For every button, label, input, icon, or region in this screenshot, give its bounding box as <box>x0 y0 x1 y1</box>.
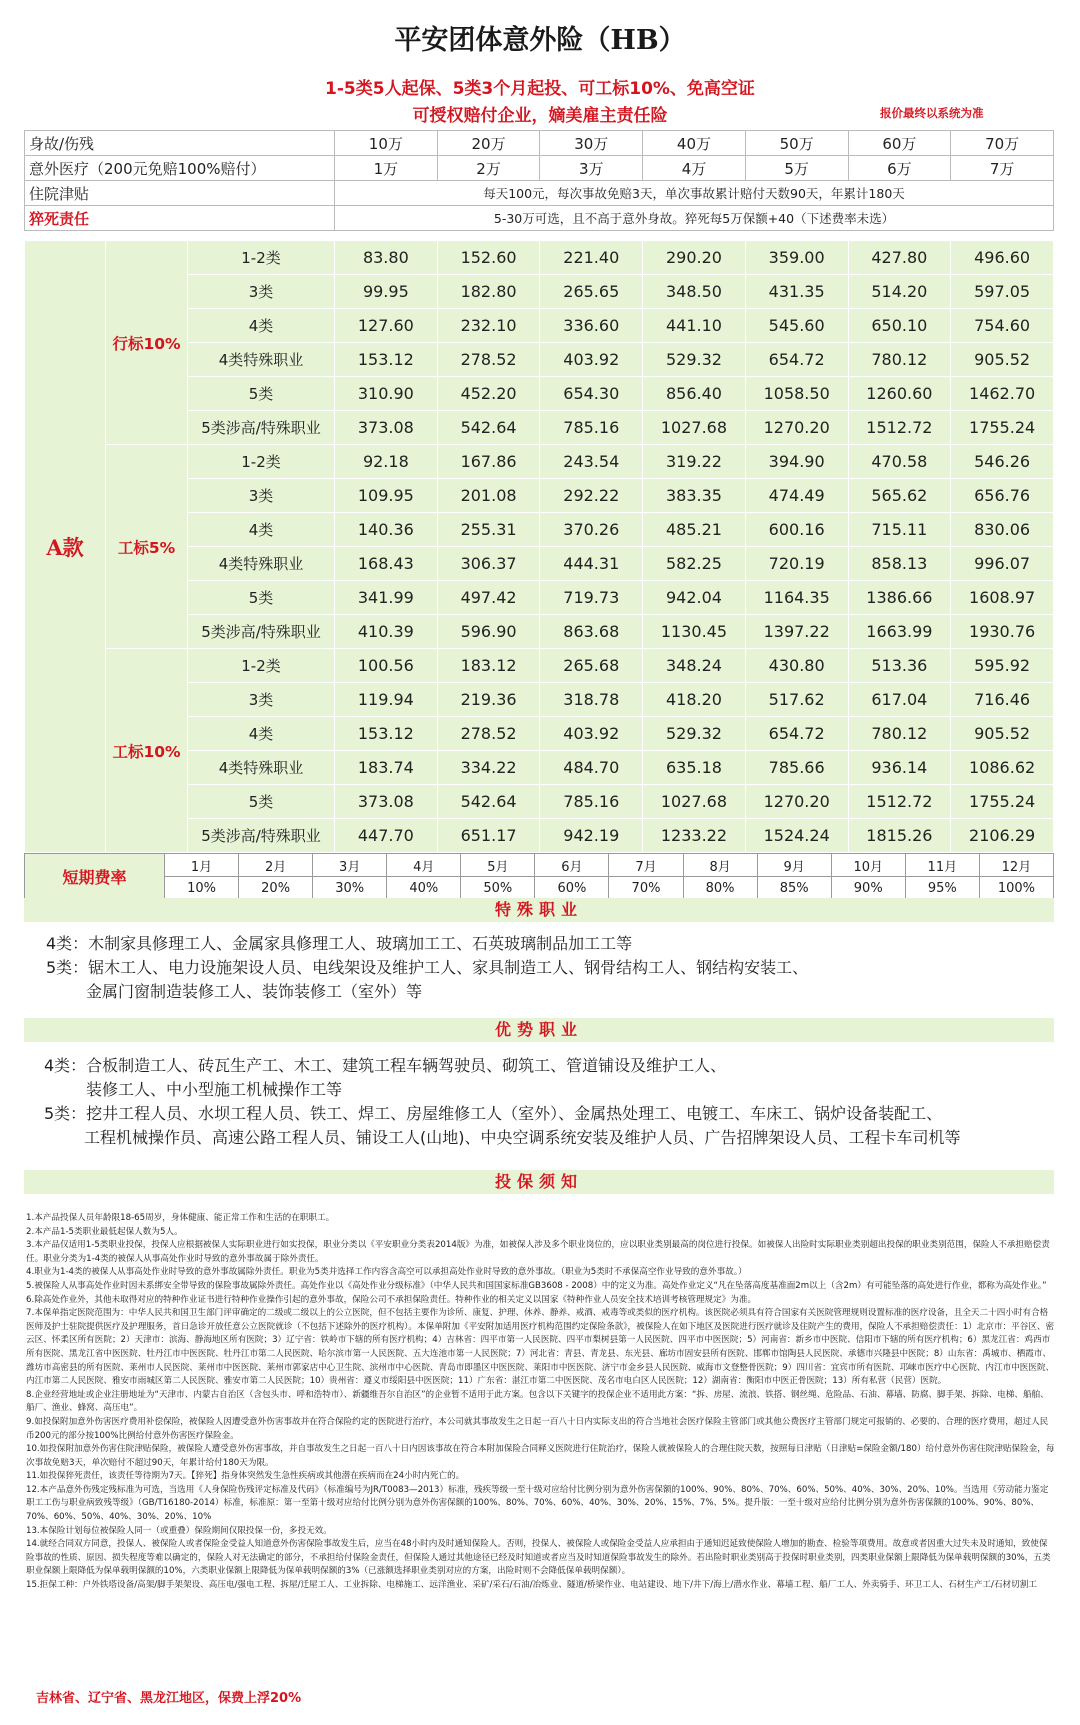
rate-cell: 183.74 <box>335 751 438 785</box>
rate-cell: 383.35 <box>643 479 746 513</box>
notice-item: 2.本产品1-5类职业最低起保人数为5人。 <box>26 1226 183 1237</box>
occupation-class: 3类 <box>188 683 335 717</box>
rate-cell: 942.04 <box>643 581 746 615</box>
death-value: 60万 <box>848 131 951 156</box>
rate-cell: 1260.60 <box>848 377 951 411</box>
short-term-month: 5月 <box>461 854 535 877</box>
occupation-class: 5类涉高/特殊职业 <box>188 615 335 649</box>
rate-cell: 221.40 <box>540 241 643 275</box>
advantage-occupation-line: 装修工人、中小型施工机械操作工等 <box>86 1080 343 1099</box>
rate-cell: 348.50 <box>643 275 746 309</box>
rate-cell: 373.08 <box>335 411 438 445</box>
notice-item: 8.企业经营地址或企业注册地址为“天津市、内蒙古自治区（含包头市、呼和浩特市）、新疆维吾尔自治区”的企业暂不适用于此方案。包含以下关键字的投保企业不适用此方案：“拆、房屋、流浪、铁搭、钢丝绳、危险品、石油、幕墙、防腐、脚手架、拆除、电梯、船舶、船厂、渔业、蜂窝、高压电”。 <box>26 1389 1049 1414</box>
medical-value: 7万 <box>951 156 1054 181</box>
occupation-class: 5类涉高/特殊职业 <box>188 411 335 445</box>
rate-cell: 496.60 <box>951 241 1054 275</box>
rate-cell: 474.49 <box>745 479 848 513</box>
medical-value: 6万 <box>848 156 951 181</box>
short-term-rates-row <box>25 877 1054 900</box>
rate-cell: 341.99 <box>335 581 438 615</box>
rate-cell: 167.86 <box>437 445 540 479</box>
notice-item: 3.本产品仅适用1-5类职业投保，投保人应根据被保人实际职业进行如实投保，职业分类以《平安职业分类表2014版》为准，如被保人涉及多个职业岗位的，应以职业类别最高的岗位进行投保。如被保人出险时实际职业类别超出投保的职业类别范围，保险人不承担赔偿责任。职业分类为1-4类的被保人从事高处作业时导致的意外事故属于除外责任。 <box>26 1240 1050 1264</box>
sudden-death-text: 5-30万可选，且不高于意外身故。猝死每5万保额+40（下述费率未选） <box>335 206 1054 231</box>
medical-value: 3万 <box>540 156 643 181</box>
rate-cell: 716.46 <box>951 683 1054 717</box>
short-term-month: 2月 <box>239 854 313 877</box>
occupation-class: 4类特殊职业 <box>188 547 335 581</box>
rate-cell: 996.07 <box>951 547 1054 581</box>
medical-value: 5万 <box>745 156 848 181</box>
sudden-death-label: 猝死责任 <box>25 206 335 231</box>
short-term-month: 3月 <box>313 854 387 877</box>
rate-cell: 856.40 <box>643 377 746 411</box>
rate-cell: 431.35 <box>745 275 848 309</box>
rate-cell: 529.32 <box>643 717 746 751</box>
rate-cell: 2106.29 <box>951 819 1054 853</box>
death-row <box>25 131 1054 156</box>
rate-cell: 403.92 <box>540 717 643 751</box>
notice-item: 6.除高处作业外，其他未取得对应的特种作业证书进行特种作业操作引起的意外事故，保险公司不承担保险责任。特种作业的相关定义以国家《特种作业人员安全技术培训考核管理规定》为准。 <box>26 1294 757 1305</box>
rate-cell: 545.60 <box>745 309 848 343</box>
footer-note: 吉林省、辽宁省、黑龙江地区，保费上浮20% <box>36 1691 302 1706</box>
rate-cell: 427.80 <box>848 241 951 275</box>
rate-cell: 255.31 <box>437 513 540 547</box>
special-occupation-line: 5类：锯木工人、电力设施架设人员、电线架设及维护工人、家具制造工人、钢骨结构工人、钢结构安装工、 <box>46 958 809 977</box>
short-term-rate: 20% <box>239 877 313 900</box>
rate-group-label: 工标10% <box>106 649 188 853</box>
death-value: 30万 <box>540 131 643 156</box>
rate-cell: 278.52 <box>437 717 540 751</box>
rate-cell: 452.20 <box>437 377 540 411</box>
rate-cell: 1058.50 <box>745 377 848 411</box>
rate-cell: 785.16 <box>540 411 643 445</box>
rate-cell: 336.60 <box>540 309 643 343</box>
rate-cell: 447.70 <box>335 819 438 853</box>
short-term-rate: 40% <box>387 877 461 900</box>
rate-cell: 127.60 <box>335 309 438 343</box>
rate-cell: 1233.22 <box>643 819 746 853</box>
rate-cell: 905.52 <box>951 343 1054 377</box>
rate-cell: 319.22 <box>643 445 746 479</box>
notice-item: 11.如投保猝死责任，该责任等待期为7天。【猝死】指身体突然发生急性疾病或其他潜在疾病而在24小时内死亡的。 <box>26 1471 465 1482</box>
rate-cell: 485.21 <box>643 513 746 547</box>
rate-cell: 656.76 <box>951 479 1054 513</box>
short-term-rate-table <box>24 853 1054 900</box>
rate-cell: 444.31 <box>540 547 643 581</box>
notice-item: 5.被保险人从事高处作业时因未系绑安全带导致的保险事故属除外责任。高处作业以《高处作业分级标准》（中华人民共和国国家标准GB3608 - 2008）中的定义为准。高处作业定义“凡在坠落高度基准面2m以上（含2m）有可能坠落的高处进行作业，都称为高处作业。” <box>26 1280 1047 1291</box>
short-term-month: 6月 <box>535 854 609 877</box>
rate-cell: 565.62 <box>848 479 951 513</box>
rate-cell: 318.78 <box>540 683 643 717</box>
medical-label: 意外医疗（200元免赔100%赔付） <box>25 156 335 181</box>
occupation-class: 3类 <box>188 479 335 513</box>
advantage-occupation-line: 4类：合板制造工人、砖瓦生产工、木工、建筑工程车辆驾驶员、砌筑工、管道铺设及维护工人、 <box>44 1056 727 1075</box>
short-term-month: 11月 <box>905 854 979 877</box>
rate-cell: 654.30 <box>540 377 643 411</box>
occupation-class: 4类特殊职业 <box>188 343 335 377</box>
coverage-table <box>24 130 1054 231</box>
hospital-text: 每天100元，每次事故免赔3天，单次事故累计赔付天数90天，年累计180天 <box>335 181 1054 206</box>
short-term-rate: 90% <box>831 877 905 900</box>
rate-cell: 1524.24 <box>745 819 848 853</box>
slogan-1: 1-5类5人起保、5类3个月起投、可工标10%、免高空证 <box>325 79 755 99</box>
death-value: 70万 <box>951 131 1054 156</box>
rate-cell: 1164.35 <box>745 581 848 615</box>
short-term-rate: 70% <box>609 877 683 900</box>
rate-cell: 542.64 <box>437 785 540 819</box>
rate-cell: 830.06 <box>951 513 1054 547</box>
rate-cell: 546.26 <box>951 445 1054 479</box>
rate-cell: 306.37 <box>437 547 540 581</box>
rate-cell: 1755.24 <box>951 411 1054 445</box>
rate-cell: 754.60 <box>951 309 1054 343</box>
rate-cell: 1930.76 <box>951 615 1054 649</box>
rate-cell: 1663.99 <box>848 615 951 649</box>
rate-table <box>24 240 1054 853</box>
notice-item: 14.就经合同双方同意，投保人、被保险人或者保险金受益人知道意外伤害保险事故发生后，应当在48小时内及时通知保险人。否则，投保人、被保险人或保险金受益人应承担由于通知迟延致使保险人增加的勘查、检验等项费用。故意或者因重大过失未及时通知，致使保险事故的性质、原因、损失程度等难以确定的，保险人对无法确定的部分，不承担给付保险金责任，但保险人通过其他途径已经及时知道或者应当及时知道保险事故发生的除外。若出险时职业类别高于投保时职业类别，四类职业保额上限降低为保单载明保额的30%，五类职业保额上限降低为保单载明保额的10%，六类职业保额上限降低为保单载明保额的3%（已涨额选择职业类别对应的方案，出险时则不会降低保单载明保额）。 <box>26 1539 1051 1577</box>
short-term-rate: 80% <box>683 877 757 900</box>
death-value: 20万 <box>437 131 540 156</box>
rate-cell: 152.60 <box>437 241 540 275</box>
rate-cell: 582.25 <box>643 547 746 581</box>
notice-item: 15.拒保工种：户外铁塔设备/高架/脚手架架设、高压电/强电工程、拆屋/迁屋工人、工业拆除、电梯施工、远洋渔业、采矿/采石/石油/冶炼业、隧道/桥梁作业、电站建设、地下/井下/海上/潜水作业、幕墙工程、船厂工人、外卖骑手、环卫工人、石材生产工/石材切割工 <box>26 1580 1037 1591</box>
rate-cell: 595.92 <box>951 649 1054 683</box>
rate-cell: 1755.24 <box>951 785 1054 819</box>
sudden-death-row <box>25 206 1054 231</box>
hospital-label: 住院津贴 <box>25 181 335 206</box>
rate-cell: 83.80 <box>335 241 438 275</box>
rate-cell: 942.19 <box>540 819 643 853</box>
rate-cell: 1027.68 <box>643 411 746 445</box>
rate-cell: 153.12 <box>335 717 438 751</box>
rate-group-label: 行标10% <box>106 241 188 445</box>
special-occupation-line: 4类：木制家具修理工人、金属家具修理工人、玻璃加工工、石英玻璃制品加工工等 <box>46 934 633 953</box>
rate-cell: 905.52 <box>951 717 1054 751</box>
medical-row <box>25 156 1054 181</box>
short-term-month: 9月 <box>757 854 831 877</box>
short-term-rate: 100% <box>979 877 1053 900</box>
rate-cell: 410.39 <box>335 615 438 649</box>
rate-cell: 529.32 <box>643 343 746 377</box>
short-term-month: 1月 <box>165 854 239 877</box>
rate-cell: 219.36 <box>437 683 540 717</box>
short-term-rate: 85% <box>757 877 831 900</box>
short-term-months-row <box>25 854 1054 877</box>
plan-label: A款 <box>25 241 106 853</box>
notice-item: 12.本产品意外伤残定残标准为可选，当选用《人身保险伤残评定标准及代码》（标准编号为JR/T0083—2013）标准，残疾等级一至十级对应给付比例分别为意外伤害保额的100%、90%、80%、70%、60%、50%、40%、30%、20%、10%。当选用《劳动能力鉴定职工工伤与职业病致残等级》（GB/T16180-2014）标准，标准原：第一至第十级对应给付比例分别为意外伤害保额的100%、80%、70%、60%、40%、30%、20%、15%、7%、5%。提升版：一至十级对应给付比例分别为意外伤害保额的100%、90%、80%、70%、60%、50%、40%、30%、20%、10% <box>26 1484 1049 1523</box>
rate-cell: 1397.22 <box>745 615 848 649</box>
rate-cell: 514.20 <box>848 275 951 309</box>
rate-cell: 418.20 <box>643 683 746 717</box>
special-occupation-header: 特殊职业 <box>24 898 1054 922</box>
advantage-occupation-header: 优势职业 <box>24 1018 1054 1042</box>
rate-cell: 100.56 <box>335 649 438 683</box>
short-term-rate: 30% <box>313 877 387 900</box>
notice-list <box>26 1212 1056 1593</box>
rate-cell: 785.16 <box>540 785 643 819</box>
rate-row <box>25 241 1054 275</box>
occupation-class: 4类 <box>188 309 335 343</box>
occupation-class: 5类 <box>188 785 335 819</box>
short-term-month: 10月 <box>831 854 905 877</box>
short-term-month: 8月 <box>683 854 757 877</box>
rate-cell: 310.90 <box>335 377 438 411</box>
notice-header: 投保须知 <box>24 1170 1054 1194</box>
rate-cell: 348.24 <box>643 649 746 683</box>
occupation-class: 1-2类 <box>188 241 335 275</box>
rate-cell: 153.12 <box>335 343 438 377</box>
short-term-label: 短期费率 <box>25 854 165 900</box>
rate-cell: 484.70 <box>540 751 643 785</box>
rate-cell: 265.65 <box>540 275 643 309</box>
short-term-month: 7月 <box>609 854 683 877</box>
rate-cell: 635.18 <box>643 751 746 785</box>
rate-cell: 780.12 <box>848 343 951 377</box>
rate-cell: 292.22 <box>540 479 643 513</box>
rate-cell: 109.95 <box>335 479 438 513</box>
rate-cell: 600.16 <box>745 513 848 547</box>
price-note: 报价最终以系统为准 <box>880 106 984 120</box>
rate-cell: 290.20 <box>643 241 746 275</box>
rate-cell: 403.92 <box>540 343 643 377</box>
advantage-occupation-line: 5类：挖井工程人员、水坝工程人员、铁工、焊工、房屋维修工人（室外）、金属热处理工、电镀工、车床工、锅炉设备装配工、 <box>44 1104 943 1123</box>
rate-cell: 1462.70 <box>951 377 1054 411</box>
notice-item: 9.如投保附加意外伤害医疗费用补偿保险，被保险人因遭受意外伤害事故并在符合保险约定的医院进行治疗，本公司就其事故发生之日起一百八十日内实际支出的符合当地社会医疗保险主管部门或其他公费医疗主管部门规定可报销的、必要的、合理的医疗费用，超过人民币200元的部分按100%比例给付意外伤害医疗保险金。 <box>26 1416 1049 1441</box>
rate-cell: 1130.45 <box>643 615 746 649</box>
medical-value: 1万 <box>335 156 438 181</box>
rate-cell: 780.12 <box>848 717 951 751</box>
rate-cell: 232.10 <box>437 309 540 343</box>
death-value: 40万 <box>643 131 746 156</box>
rate-row <box>25 649 1054 683</box>
rate-cell: 182.80 <box>437 275 540 309</box>
rate-cell: 1270.20 <box>745 411 848 445</box>
rate-cell: 370.26 <box>540 513 643 547</box>
occupation-class: 5类 <box>188 581 335 615</box>
short-term-month: 4月 <box>387 854 461 877</box>
occupation-class: 5类涉高/特殊职业 <box>188 819 335 853</box>
medical-value: 2万 <box>437 156 540 181</box>
occupation-class: 4类 <box>188 513 335 547</box>
rate-cell: 517.62 <box>745 683 848 717</box>
death-value: 50万 <box>745 131 848 156</box>
short-term-rate: 95% <box>905 877 979 900</box>
rate-cell: 654.72 <box>745 343 848 377</box>
occupation-class: 1-2类 <box>188 649 335 683</box>
rate-cell: 359.00 <box>745 241 848 275</box>
rate-cell: 720.19 <box>745 547 848 581</box>
occupation-class: 4类 <box>188 717 335 751</box>
rate-cell: 1815.26 <box>848 819 951 853</box>
rate-cell: 542.64 <box>437 411 540 445</box>
occupation-class: 1-2类 <box>188 445 335 479</box>
rate-cell: 183.12 <box>437 649 540 683</box>
rate-cell: 92.18 <box>335 445 438 479</box>
hospital-row <box>25 181 1054 206</box>
notice-item: 7.本保单指定医院范围为：中华人民共和国卫生部门评审确定的二级或二级以上的公立医院，但不包括主要作为诊所、康复、护理、休养、静养、戒酒、戒毒等或类似的医疗机构。该医院必须具有符合国家有关医院管理规则设置标准的医疗设备，且全天二十四小时有合格医师及护士驻院提供医疗及护理服务，首日急诊开放任意公立医院就诊（不包括下述除外的医疗机构）。本保单附加《平安附加适用医疗机构范围约定保险条款》，被保险人在如下地区及医院进行医疗就诊及住院产生的费用，保险人不承担赔偿责任：1）北京市：平谷区、密云区、怀柔区所有医院；2）天津市：滨海、静海地区所有医院；3）辽宁省：铁岭市下辖的所有医疗机构；4）吉林省：四平市第一人民医院、四平市梨树县第一人民医院、四平市中医医院；5）河南省：新乡市中医院、信阳市下辖的所有医疗机构；6）黑龙江省：鸡西市所有医院、黑龙江省中医医院、牡丹江市中医医院、牡丹江市第二人民医院、哈尔滨市第一人民医院、五大连池市第一人民医院；7）河北省：青县、青龙县、东光县、廊坊市固安县所有医院、邯郸市馆陶县人民医院、承德市兴隆县中医院；8）山东省：禹城市、栖霞市、潍坊市高密县的所有医院、莱州市人民医院、莱州市中医医院、莱州市郭家店中心卫生院、滨州市中心医院、青岛市即墨区中医医院、莱阳市中医医院、济宁市金乡县人民医院、威海市文登整骨医院；9）四川省：宜宾市所有医院、邛崃市医疗中心医院、内江市中医医院、内江市第二人民医院、雅安市雨城区第二人民医院、雅安市第二人民医院；10）贵州省：遵义市绥阳县中医医院；11）广东省：湛江市第二中医医院、茂名市电白区人民医院；12）湖南省：衡阳市中医正骨医院；13）所有私营（民营）医院。 <box>26 1308 1055 1387</box>
death-value: 10万 <box>335 131 438 156</box>
rate-cell: 1608.97 <box>951 581 1054 615</box>
rate-cell: 265.68 <box>540 649 643 683</box>
rate-cell: 394.90 <box>745 445 848 479</box>
rate-cell: 430.80 <box>745 649 848 683</box>
rate-cell: 1386.66 <box>848 581 951 615</box>
rate-cell: 863.68 <box>540 615 643 649</box>
advantage-occupation-line: 工程机械操作员、高速公路工程人员、铺设工人(山地)、中央空调系统安装及维护人员、广告招牌架设人员、工程卡车司机等 <box>84 1128 961 1147</box>
rate-cell: 1512.72 <box>848 785 951 819</box>
rate-cell: 650.10 <box>848 309 951 343</box>
rate-cell: 1270.20 <box>745 785 848 819</box>
short-term-month: 12月 <box>979 854 1053 877</box>
rate-cell: 651.17 <box>437 819 540 853</box>
rate-cell: 785.66 <box>745 751 848 785</box>
rate-cell: 1512.72 <box>848 411 951 445</box>
special-occupation-line: 金属门窗制造装修工人、装饰装修工（室外）等 <box>86 982 423 1001</box>
rate-cell: 715.11 <box>848 513 951 547</box>
rate-cell: 597.05 <box>951 275 1054 309</box>
notice-item: 1.本产品投保人员年龄限18-65周岁，身体健康、能正常工作和生活的在职职工。 <box>26 1213 335 1223</box>
death-label: 身故/伤残 <box>25 131 335 156</box>
notice-item: 13.本保险计划每位被保险人同一（或重叠）保险期间仅限投保一份，多投无效。 <box>26 1525 332 1536</box>
rate-cell: 513.36 <box>848 649 951 683</box>
rate-cell: 936.14 <box>848 751 951 785</box>
rate-cell: 201.08 <box>437 479 540 513</box>
rate-cell: 140.36 <box>335 513 438 547</box>
slogan-2: 可授权赔付企业，嫡美雇主责任险 <box>412 106 668 126</box>
rate-cell: 1086.62 <box>951 751 1054 785</box>
rate-cell: 99.95 <box>335 275 438 309</box>
rate-cell: 497.42 <box>437 581 540 615</box>
short-term-rate: 10% <box>165 877 239 900</box>
medical-value: 4万 <box>643 156 746 181</box>
notice-item: 10.如投保附加意外伤害住院津贴保险，被保险人遭受意外伤害事故，并自事故发生之日起一百八十日内因该事故在符合本附加保险合同释义医院进行住院治疗，保险人就被保险人的合理住院天数，按照每日津贴（日津贴=保险金额/180）给付意外伤害住院津贴保险金，每次事故免赔3天，单次赔付不超过90天，年累计给付180天为限。 <box>26 1444 1055 1468</box>
rate-cell: 470.58 <box>848 445 951 479</box>
rate-cell: 858.13 <box>848 547 951 581</box>
rate-cell: 1027.68 <box>643 785 746 819</box>
occupation-class: 5类 <box>188 377 335 411</box>
page-title: 平安团体意外险（HB） <box>394 25 686 56</box>
rate-cell: 441.10 <box>643 309 746 343</box>
short-term-rate: 50% <box>461 877 535 900</box>
rate-row <box>25 445 1054 479</box>
rate-cell: 243.54 <box>540 445 643 479</box>
rate-group-label: 工标5% <box>106 445 188 649</box>
rate-cell: 119.94 <box>335 683 438 717</box>
rate-cell: 334.22 <box>437 751 540 785</box>
rate-cell: 596.90 <box>437 615 540 649</box>
notice-item: 4.职业为1-4类的被保人从事高处作业时导致的意外事故属除外责任。职业为5类并选择工作内容含高空可以承担高处作业时导致的意外事故。（职业为5类时不承保高空作业导致的意外事故。） <box>26 1267 747 1278</box>
short-term-rate: 60% <box>535 877 609 900</box>
occupation-class: 4类特殊职业 <box>188 751 335 785</box>
rate-cell: 617.04 <box>848 683 951 717</box>
rate-cell: 654.72 <box>745 717 848 751</box>
occupation-class: 3类 <box>188 275 335 309</box>
rate-cell: 373.08 <box>335 785 438 819</box>
rate-cell: 168.43 <box>335 547 438 581</box>
rate-cell: 719.73 <box>540 581 643 615</box>
rate-cell: 278.52 <box>437 343 540 377</box>
